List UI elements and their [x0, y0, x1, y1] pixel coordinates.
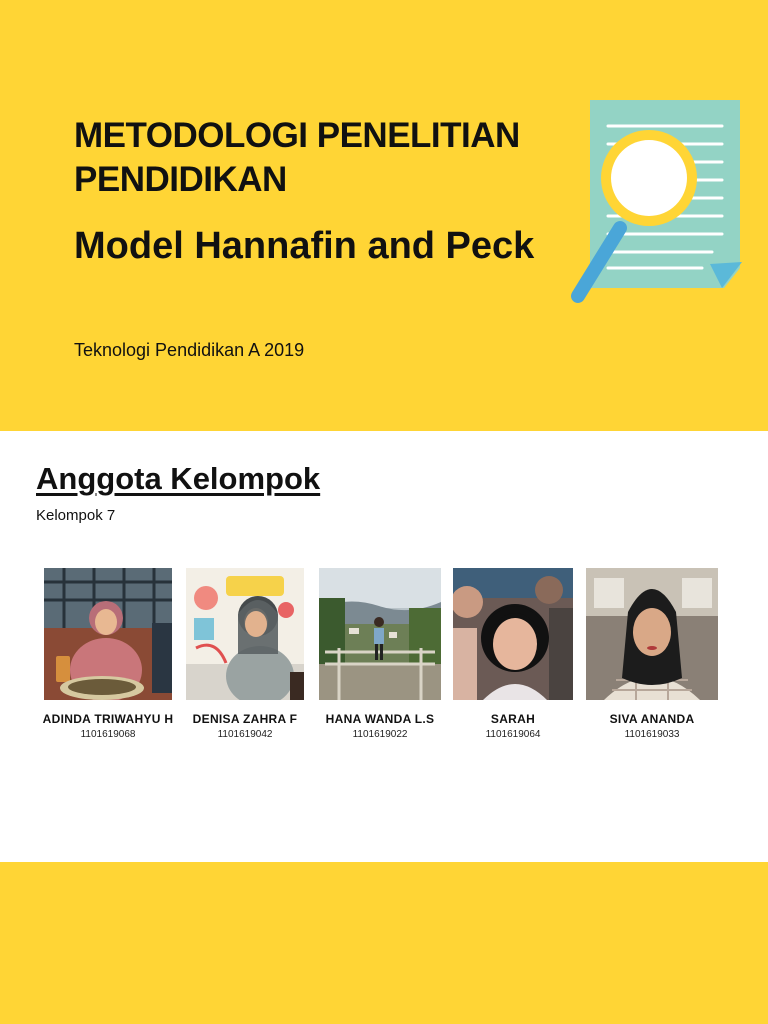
member-id: 1101619064 — [485, 729, 541, 740]
member-photo — [586, 568, 718, 700]
member-card — [314, 568, 446, 740]
member-card — [450, 568, 576, 740]
magnifier-over-document-icon — [562, 92, 752, 312]
member-name: SARAH — [490, 712, 536, 726]
member-photo — [186, 568, 304, 700]
member-card — [36, 568, 180, 740]
member-id: 1101619042 — [217, 729, 273, 740]
member-card — [182, 568, 308, 740]
section-title: Anggota Kelompok — [36, 461, 321, 496]
member-id: 1101619022 — [352, 729, 408, 740]
page-subtitle: Model Hannafin and Peck — [74, 225, 535, 267]
member-id: 1101619068 — [80, 729, 136, 740]
group-label: Kelompok 7 — [36, 507, 116, 524]
member-name: DENISA ZAHRA F — [192, 712, 298, 726]
member-id: 1101619033 — [624, 729, 680, 740]
class-label: Teknologi Pendidikan A 2019 — [74, 340, 305, 360]
member-photo — [319, 568, 441, 700]
member-name: SIVA ANANDA — [609, 712, 695, 726]
member-name: HANA WANDA L.S — [325, 712, 435, 726]
member-card — [586, 568, 718, 740]
member-name: ADINDA TRIWAHYU H — [42, 712, 174, 726]
footer-band — [0, 862, 768, 1024]
page-title: METODOLOGI PENELITIAN PENDIDIKAN — [74, 116, 520, 199]
member-photo — [453, 568, 573, 700]
member-photo — [44, 568, 172, 700]
